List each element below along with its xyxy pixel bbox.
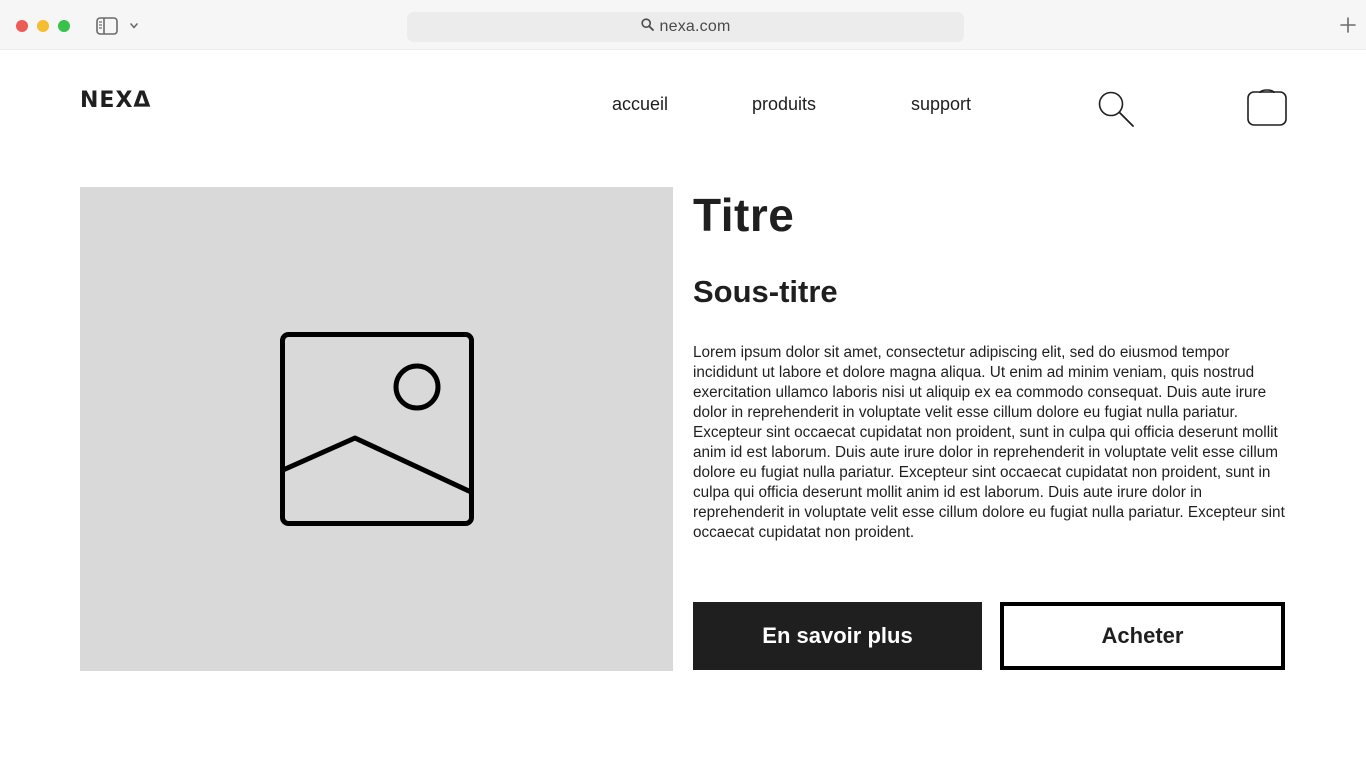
page-title: Titre: [693, 189, 795, 241]
buy-button[interactable]: Acheter: [1000, 602, 1285, 670]
page-subtitle: Sous-titre: [693, 274, 838, 309]
minimize-window-button[interactable]: [37, 20, 49, 32]
address-url: nexa.com: [659, 18, 731, 35]
nav-link-accueil[interactable]: accueil: [612, 94, 669, 114]
maximize-window-button[interactable]: [58, 20, 70, 32]
browser-toolbar: [0, 0, 1366, 50]
learn-more-button[interactable]: En savoir plus: [693, 602, 982, 670]
close-window-button[interactable]: [16, 20, 28, 32]
search-icon[interactable]: [1097, 90, 1135, 128]
address-bar[interactable]: [407, 12, 964, 42]
image-placeholder-icon: [280, 332, 474, 526]
nav-link-support[interactable]: support: [911, 94, 972, 114]
product-image-placeholder: [80, 187, 673, 671]
new-tab-button[interactable]: [1338, 15, 1358, 35]
sidebar-toggle-icon[interactable]: [96, 17, 118, 35]
site-logo[interactable]: NEXΔ: [80, 88, 152, 113]
nav-link-produits[interactable]: produits: [752, 94, 817, 114]
search-icon: [641, 18, 654, 36]
shopping-bag-icon[interactable]: [1246, 85, 1288, 127]
product-description: Lorem ipsum dolor sit amet, consectetur adipiscing elit, sed do eiusmod tempor incididunt ut labore et dolore magna aliqua. Ut enim ad minim veniam, quis nostrud exercitation ullamco laboris nisi ut aliquip ex ea commodo consequat. Duis aute irure dolor in reprehenderit in voluptate velit esse cillum dolore eu fugiat nulla pariatur. Excepteur sint occaecat cupidatat non proident, sunt in culpa qui officia deserunt mollit anim id est laborum. Duis aute irure dolor in reprehenderit in voluptate velit esse cillum dolore eu fugiat nulla pariatur. Excepteur sint occaecat cupidatat non proident, sunt in culpa qui officia deserunt mollit anim id est laborum. Duis aute irure dolor in reprehenderit in voluptate velit esse cillum dolore eu fugiat nulla pariatur. Excepteur sint occaecat cupidatat non proident.: [693, 344, 1285, 541]
chevron-down-icon[interactable]: [127, 19, 141, 33]
